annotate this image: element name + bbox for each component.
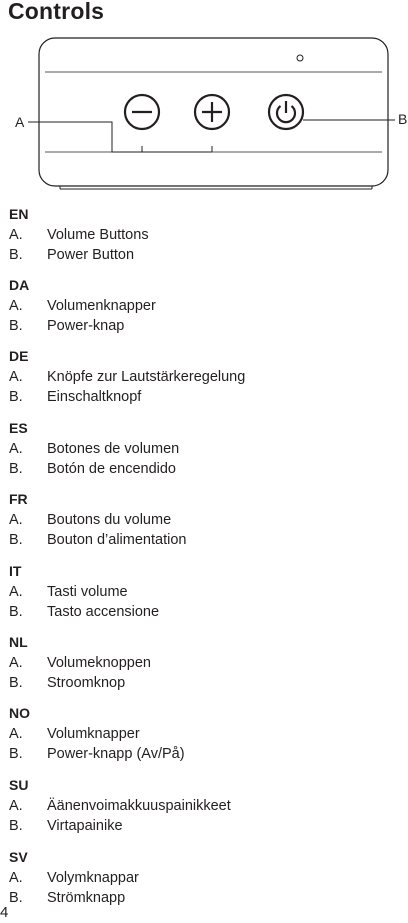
lang-section-nl xyxy=(9,633,399,693)
item-letter: A. xyxy=(9,512,23,528)
lang-code: FR xyxy=(9,491,28,507)
item-text: Knöpfe zur Lautstärkeregelung xyxy=(47,369,246,385)
lang-section-it xyxy=(9,562,399,622)
item-text: Botones de volumen xyxy=(47,441,180,457)
list-item xyxy=(9,367,399,387)
item-text: Volumenknapper xyxy=(47,298,156,314)
item-letter: B. xyxy=(9,461,23,477)
list-item xyxy=(9,796,399,816)
list-item xyxy=(9,582,399,602)
list-item xyxy=(9,296,399,316)
item-text: Bouton d’alimentation xyxy=(47,532,187,548)
item-letter: A. xyxy=(9,726,23,742)
list-item xyxy=(9,868,399,888)
item-letter: B. xyxy=(9,818,23,834)
item-text: Strömknapp xyxy=(47,890,126,906)
list-item xyxy=(9,387,399,407)
list-item xyxy=(9,316,399,336)
item-text: Tasti volume xyxy=(47,584,128,600)
item-letter: A. xyxy=(9,227,23,243)
item-text: Volymknappar xyxy=(47,870,139,886)
page-title: Controls xyxy=(8,0,105,24)
item-text: Stroomknop xyxy=(47,675,126,691)
item-letter: A. xyxy=(9,584,23,600)
lang-section-fr xyxy=(9,490,399,550)
item-letter: A. xyxy=(9,298,23,314)
item-letter: B. xyxy=(9,318,23,334)
list-item xyxy=(9,816,399,836)
item-letter: A. xyxy=(9,655,23,671)
item-letter: B. xyxy=(9,746,23,762)
callout-a-label: A xyxy=(15,114,25,130)
speaker-diagram xyxy=(0,34,408,194)
list-item xyxy=(9,888,399,908)
item-text: Boutons du volume xyxy=(47,512,172,528)
item-letter: B. xyxy=(9,675,23,691)
item-letter: B. xyxy=(9,890,23,906)
item-text: Tasto accensione xyxy=(47,604,160,620)
item-text: Virtapainike xyxy=(47,818,123,834)
lang-code: DA xyxy=(9,277,30,293)
item-text: Volumknapper xyxy=(47,726,140,742)
lang-section-en xyxy=(9,205,399,265)
item-letter: B. xyxy=(9,389,23,405)
lang-code: NO xyxy=(9,705,30,721)
lang-section-de xyxy=(9,347,399,407)
list-item xyxy=(9,673,399,693)
lang-section-su xyxy=(9,776,399,836)
item-letter: A. xyxy=(9,870,23,886)
lang-code: SU xyxy=(9,777,29,793)
list-item xyxy=(9,653,399,673)
list-item xyxy=(9,744,399,764)
lang-code: SV xyxy=(9,849,28,865)
lang-code: IT xyxy=(9,563,22,579)
lang-section-no xyxy=(9,704,399,764)
callout-b-label: B xyxy=(398,111,408,127)
item-text: Volumeknoppen xyxy=(47,655,151,671)
power-button xyxy=(269,95,303,129)
lang-section-sv xyxy=(9,848,399,908)
list-item xyxy=(9,724,399,744)
item-text: Power-knapp (Av/På) xyxy=(47,746,185,762)
list-item xyxy=(9,510,399,530)
indicator-light xyxy=(297,55,303,61)
lang-code: DE xyxy=(9,348,29,364)
item-letter: B. xyxy=(9,604,23,620)
list-item xyxy=(9,530,399,550)
lang-section-da xyxy=(9,276,399,336)
item-text: Power-knap xyxy=(47,318,125,334)
page-number: 4 xyxy=(0,904,9,921)
speaker-illustration xyxy=(0,34,408,194)
lang-code: NL xyxy=(9,634,28,650)
lang-code: EN xyxy=(9,206,29,222)
list-item xyxy=(9,245,399,265)
callout-a-leader xyxy=(28,122,212,152)
list-item xyxy=(9,602,399,622)
item-letter: A. xyxy=(9,441,23,457)
lang-code: ES xyxy=(9,420,28,436)
lang-section-es xyxy=(9,419,399,479)
item-letter: A. xyxy=(9,798,23,814)
volume-up-button xyxy=(195,95,229,129)
item-letter: B. xyxy=(9,247,23,263)
list-item xyxy=(9,459,399,479)
list-item xyxy=(9,225,399,245)
volume-down-button xyxy=(125,95,159,129)
item-letter: B. xyxy=(9,532,23,548)
list-item xyxy=(9,439,399,459)
item-text: Botón de encendido xyxy=(47,461,176,477)
item-letter: A. xyxy=(9,369,23,385)
item-text: Äänenvoimakkuuspainikkeet xyxy=(47,798,231,814)
item-text: Power Button xyxy=(47,247,135,263)
item-text: Volume Buttons xyxy=(47,227,149,243)
item-text: Einschaltknopf xyxy=(47,389,142,405)
